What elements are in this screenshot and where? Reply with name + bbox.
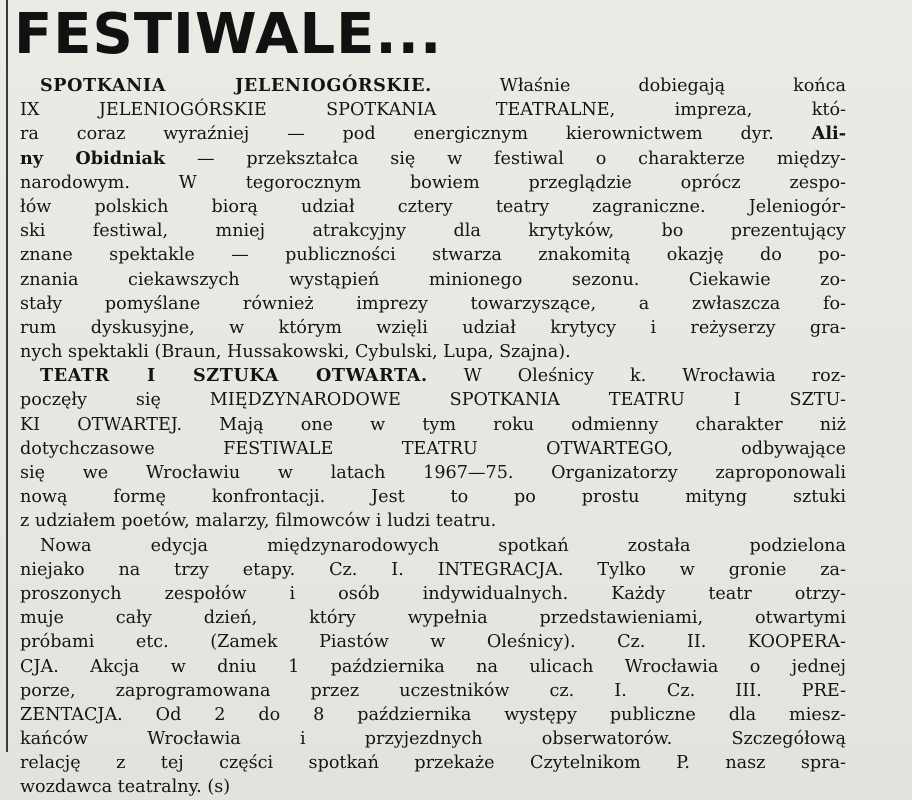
text-line [20,171,846,195]
line-text: z udziałem poetów, malarzy, filmowców i ludzi teatru. [20,511,497,532]
text-line [20,219,846,243]
line-text: narodowym. W tegorocznym bowiem przeglądzie oprócz zespo- [20,172,846,193]
emphasized-name: Ali- [811,123,846,145]
text-line [20,195,846,219]
line-text: proszonych zespołów i osób indywidualnych. Każdy teatr otrzy- [20,583,846,604]
section-lead: SPOTKANIA JELENIOGÓRSKIE. [40,75,432,96]
line-text: porze, zaprogramowana przez uczestników cz. I. Cz. III. PRE- [20,680,846,701]
page-title: FESTIWALE... [14,2,443,67]
column-rule [6,0,8,752]
text-line [20,74,846,98]
paragraph-jeleniogorskie [20,74,846,364]
line-text: kańców Wrocławia i przyjezdnych obserwatorów. Szczegółową [20,729,846,750]
line-text: — przekształca się w festiwal o charakterze między- [165,148,846,169]
text-line [20,243,846,267]
text-line [20,534,846,558]
line-text: znane spektakle — publiczności stwarza znakomitą okazję do po- [20,245,846,266]
text-line [20,582,846,606]
text-line [20,461,846,485]
line-text: dotychczasowe FESTIWALE TEATRU OTWARTEGO, odbywające [20,438,846,459]
paragraph-teatr-sztuka-otwarta [20,364,846,533]
line-text: IX JELENIOGÓRSKIE SPOTKANIA TEATRALNE, impreza, któ- [20,100,846,121]
emphasized-name: ny Obidniak [20,147,166,169]
text-line [20,268,846,292]
text-line [20,437,846,461]
text-line [20,775,846,799]
line-text: się we Wrocławiu w latach 1967—75. Organizatorzy zaproponowali [20,463,846,483]
line-text: znania ciekawszych wystąpień minionego sezonu. Ciekawie zo- [20,269,846,290]
line-text: próbami etc. (Zamek Piastów w Oleśnicy). Cz. II. KOOPERA- [20,632,846,653]
line-text: CJA. Akcja w dniu 1 października na ulicach Wrocławia o jednej [20,656,846,677]
text-line [20,364,846,388]
article-body [20,74,846,800]
line-text: nową formę konfrontacji. Jest to po prostu mityng sztuki [20,487,846,508]
text-line [20,292,846,316]
line-text: KI OTWARTEJ. Mają one w tym roku odmienny charakter niż [20,414,846,435]
text-line [20,485,846,509]
text-line [20,122,846,146]
text-line [20,340,846,364]
text-line [20,679,846,703]
line-text: wozdawca teatralny. (s) [20,777,231,798]
line-text: ra coraz wyraźniej — pod energicznym kierownictwem dyr. [20,124,812,145]
text-line [20,147,846,171]
text-line [20,558,846,582]
text-line [20,509,846,533]
text-line [20,655,846,679]
text-line [20,98,846,122]
line-text: Właśnie dobiegają końca [431,76,846,96]
text-line [20,703,846,727]
text-line [20,630,846,654]
line-text: relację z tej części spotkań przekaże Czytelnikom P. nasz spra- [20,753,846,774]
line-text: stały pomyślane również imprezy towarzyszące, a zwłaszcza fo- [20,293,846,314]
section-lead: TEATR I SZTUKA OTWARTA. [40,365,428,387]
text-line [20,388,846,412]
text-line [20,413,846,437]
line-text: W Oleśnicy k. Wrocławia roz- [427,366,846,387]
line-text: niejako na trzy etapy. Cz. I. INTEGRACJA. Tylko w gronie za- [20,559,846,580]
text-line [20,606,846,630]
line-text: poczęły się MIĘDZYNARODOWE SPOTKANIA TEATRU I SZTU- [20,390,846,411]
line-text: ski festiwal, mniej atrakcyjny dla krytyków, bo prezentujący [20,221,846,242]
text-line [20,316,846,340]
line-text: rum dyskusyjne, w którym wzięli udział krytycy i reżyserzy gra- [20,317,846,338]
text-line [20,727,846,751]
text-line [20,751,846,775]
line-text: muje cały dzień, który wypełnia przedstawieniami, otwartymi [20,608,846,629]
line-text: ZENTACJA. Od 2 do 8 października występy publiczne dla miesz- [20,704,846,725]
line-text: łów polskich biorą udział cztery teatry zagraniczne. Jeleniogór- [20,196,846,217]
paragraph-nowa-edycja [20,534,846,800]
line-text: nych spektakli (Braun, Hussakowski, Cybulski, Lupa, Szajna). [20,342,571,363]
line-text: Nowa edycja międzynarodowych spotkań została podzielona [40,535,846,556]
